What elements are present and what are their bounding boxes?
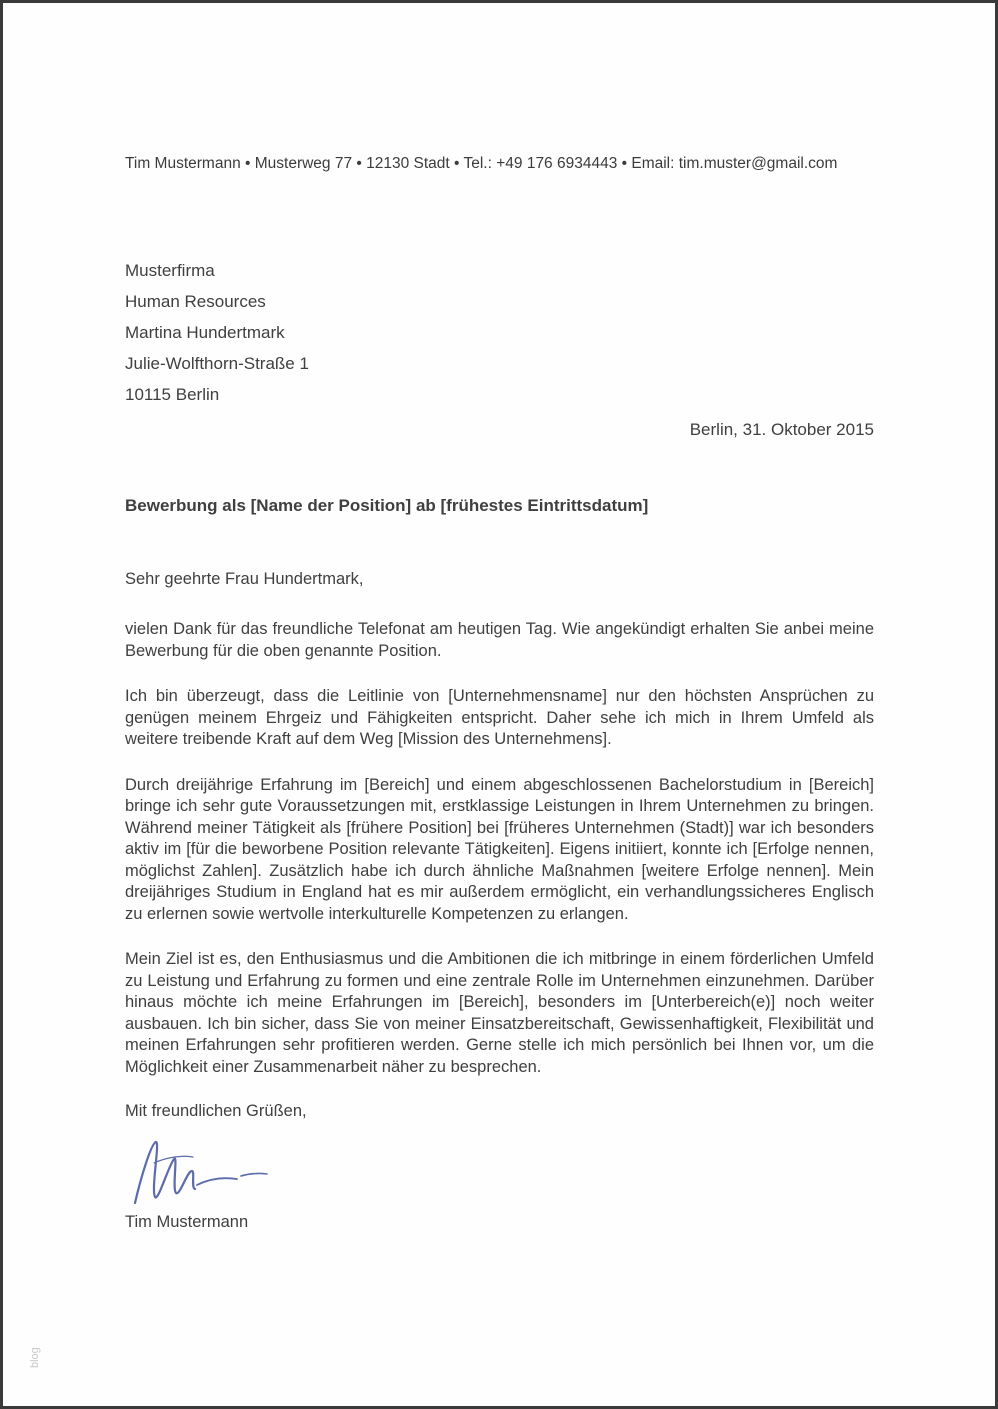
recipient-company: Musterfirma: [125, 261, 215, 280]
subject-line: Bewerbung als [Name der Position] ab [frühestes Eintrittsdatum]: [125, 496, 649, 515]
recipient-department: Human Resources: [125, 292, 266, 311]
body-paragraph-1: vielen Dank für das freundliche Telefonat am heutigen Tag. Wie angekündigt erhalten Sie anbei meine Bewerbung für die oben genannte Position.: [125, 620, 874, 660]
closing-phrase: Mit freundlichen Grüßen,: [125, 1102, 307, 1120]
handwritten-signature-icon: [127, 1133, 874, 1211]
signature-name: Tim Mustermann: [125, 1213, 249, 1231]
body-paragraph-3: Durch dreijährige Erfahrung im [Bereich] und einem abgeschlossenen Bachelorstudium in [Bereich] bringe ich sehr gute Voraussetzungen mit, erstklassige Leistungen in Ihrem Unternehmen zu bringen. Während meiner Tätigkeit als [frühere Position] bei [früheres Unternehmen (Stadt)] war ich besonders aktiv im [für die beworbene Position relevante Tätigkeiten]. Eigens initiiert, konnte ich [Erfolge nennen, möglichst Zahlen]. Zusätzlich habe ich durch ähnliche Maßnahmen [weitere Erfolge nennen]. Mein dreijähriges Studium in England hat es mir außerdem ermöglicht, ein verhandlungssicheres Englisch zu erlernen sowie wertvolle interkulturelle Kompetenzen zu erlangen.: [125, 775, 874, 923]
body-paragraph-2: Ich bin überzeugt, dass die Leitlinie von [Unternehmensname] nur den höchsten Ansprüchen zu genügen meinem Ehrgeiz und Fähigkeiten entspricht. Daher sehe ich mich in Ihrem Umfeld als weitere treibende Kraft auf dem Weg [Mission des Unternehmens].: [125, 687, 874, 748]
date-line: Berlin, 31. Oktober 2015: [689, 420, 874, 439]
letter-content: [3, 3, 995, 1232]
body-paragraph-4: Mein Ziel ist es, den Enthusiasmus und die Ambitionen die ich mitbringe in einem förderlichen Umfeld zu Leistung und Erfahrung zu formen und eine zentrale Rolle im Unternehmen einzunehmen. Darüber hinaus möchte ich meine Erfahrungen im [Bereich], besonders im [Unterbereich(e)] noch weiter ausbauen. Ich bin sicher, dass Sie von meiner Einsatzbereitschaft, Gewissenhaftigkeit, Flexibilität und meinen Erfahrungen sehr profitieren werden. Gerne stelle ich mich persönlich bei Ihnen vor, um die Möglichkeit einer Zusammenarbeit näher zu besprechen.: [125, 950, 874, 1076]
sender-contact-line: Tim Mustermann • Musterweg 77 • 12130 Stadt • Tel.: +49 176 6934443 • Email: tim.muster@gmail.com: [125, 155, 838, 172]
recipient-city: 10115 Berlin: [125, 385, 220, 404]
recipient-contact-person: Martina Hundertmark: [125, 323, 285, 342]
watermark-blog: blog: [29, 1347, 41, 1368]
salutation: Sehr geehrte Frau Hundertmark,: [125, 570, 364, 588]
recipient-street: Julie-Wolfthorn-Straße 1: [125, 354, 309, 373]
recipient-address-block: [125, 255, 874, 410]
